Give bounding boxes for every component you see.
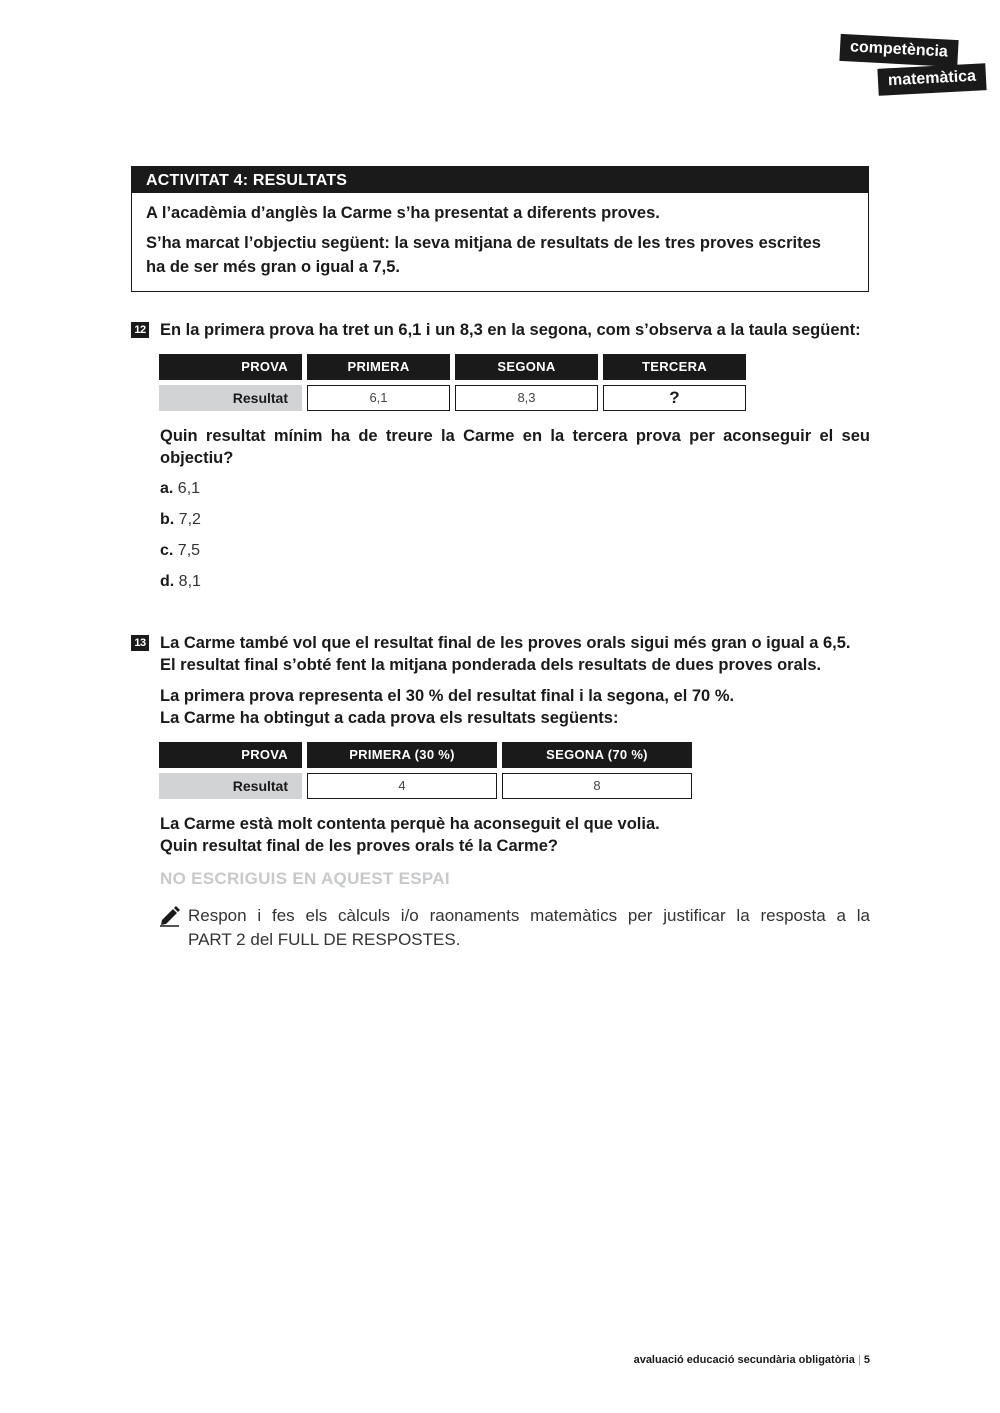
activity-objective-line2: ha de ser més gran o igual a 7,5.	[146, 258, 401, 276]
option-letter: d.	[160, 573, 175, 590]
q12-value-primera: 6,1	[307, 385, 450, 411]
question-number-13: 13	[131, 635, 149, 651]
q13-p1-line2: El resultat final s’obté fent la mitjana ponderada dels resultats de dues proves orals.	[160, 656, 822, 674]
corner-tag-matematica: matemàtica	[877, 63, 986, 96]
option-letter: c.	[160, 542, 174, 559]
corner-tag-competencia: competència	[839, 34, 958, 67]
activity-intro: A l’acadèmia d’anglès la Carme s’ha presentat a diferents proves.	[146, 204, 660, 222]
q12-option-b[interactable]	[160, 510, 201, 530]
q12-header-prova: PROVA	[159, 354, 302, 380]
q12-question-line1: Quin resultat mínim ha de treure la Carme en la tercera prova per aconseguir el seu	[160, 427, 870, 445]
q12-row-label: Resultat	[159, 385, 302, 411]
activity-objective-line1: S’ha marcat l’objectiu següent: la seva mitjana de resultats de les tres proves escrites	[146, 234, 821, 252]
q12-intro: En la primera prova ha tret un 6,1 i un 8,3 en la segona, com s’observa a la taula següent:	[160, 321, 861, 339]
q12-option-c[interactable]	[160, 541, 200, 561]
activity-box	[131, 166, 869, 292]
q12-header-primera: PRIMERA	[307, 354, 450, 380]
option-value: 7,5	[177, 542, 201, 559]
option-value: 7,2	[178, 511, 201, 528]
q13-p1-line1: La Carme també vol que el resultat final de les proves orals sigui més gran o igual a 6,5.	[160, 634, 851, 652]
q13-value-primera: 4	[307, 773, 497, 799]
option-value: 6,1	[177, 480, 201, 497]
q13-header-prova: PROVA	[159, 742, 302, 768]
q13-header-primera: PRIMERA (30 %)	[307, 742, 497, 768]
q12-header-segona: SEGONA	[455, 354, 598, 380]
q12-value-segona: 8,3	[455, 385, 598, 411]
q13-question-line1: La Carme està molt contenta perquè ha aconseguit el que volia.	[160, 815, 660, 833]
instruction-line2: PART 2 del FULL DE RESPOSTES.	[188, 930, 461, 949]
q13-p2-line2: La Carme ha obtingut a cada prova els resultats següents:	[160, 709, 619, 727]
q12-question-line2: objectiu?	[160, 449, 234, 467]
footer-text: avaluació educació secundària obligatòria	[633, 1354, 855, 1366]
q12-value-tercera: ?	[603, 385, 746, 411]
activity-title: ACTIVITAT 4: RESULTATS	[132, 167, 868, 193]
q13-question-line2: Quin resultat final de les proves orals té la Carme?	[160, 837, 558, 855]
q12-option-d[interactable]	[160, 572, 201, 592]
q12-option-a[interactable]	[160, 479, 200, 499]
option-value: 8,1	[178, 573, 201, 590]
q12-header-tercera: TERCERA	[603, 354, 746, 380]
pencil-icon	[158, 903, 182, 927]
footer-separator: |	[857, 1354, 861, 1366]
page-footer	[590, 1354, 870, 1366]
question-number-12: 12	[131, 322, 149, 338]
option-letter: b.	[160, 511, 175, 528]
q13-header-segona: SEGONA (70 %)	[502, 742, 692, 768]
no-write-notice: NO ESCRIGUIS EN AQUEST ESPAI	[160, 869, 450, 888]
option-letter: a.	[160, 480, 174, 497]
q13-value-segona: 8	[502, 773, 692, 799]
q13-row-label: Resultat	[159, 773, 302, 799]
q13-p2-line1: La primera prova representa el 30 % del resultat final i la segona, el 70 %.	[160, 687, 735, 705]
instruction-line1: Respon i fes els càlculs i/o raonaments matemàtics per justificar la resposta a la	[188, 906, 870, 925]
page-number: 5	[863, 1354, 870, 1366]
